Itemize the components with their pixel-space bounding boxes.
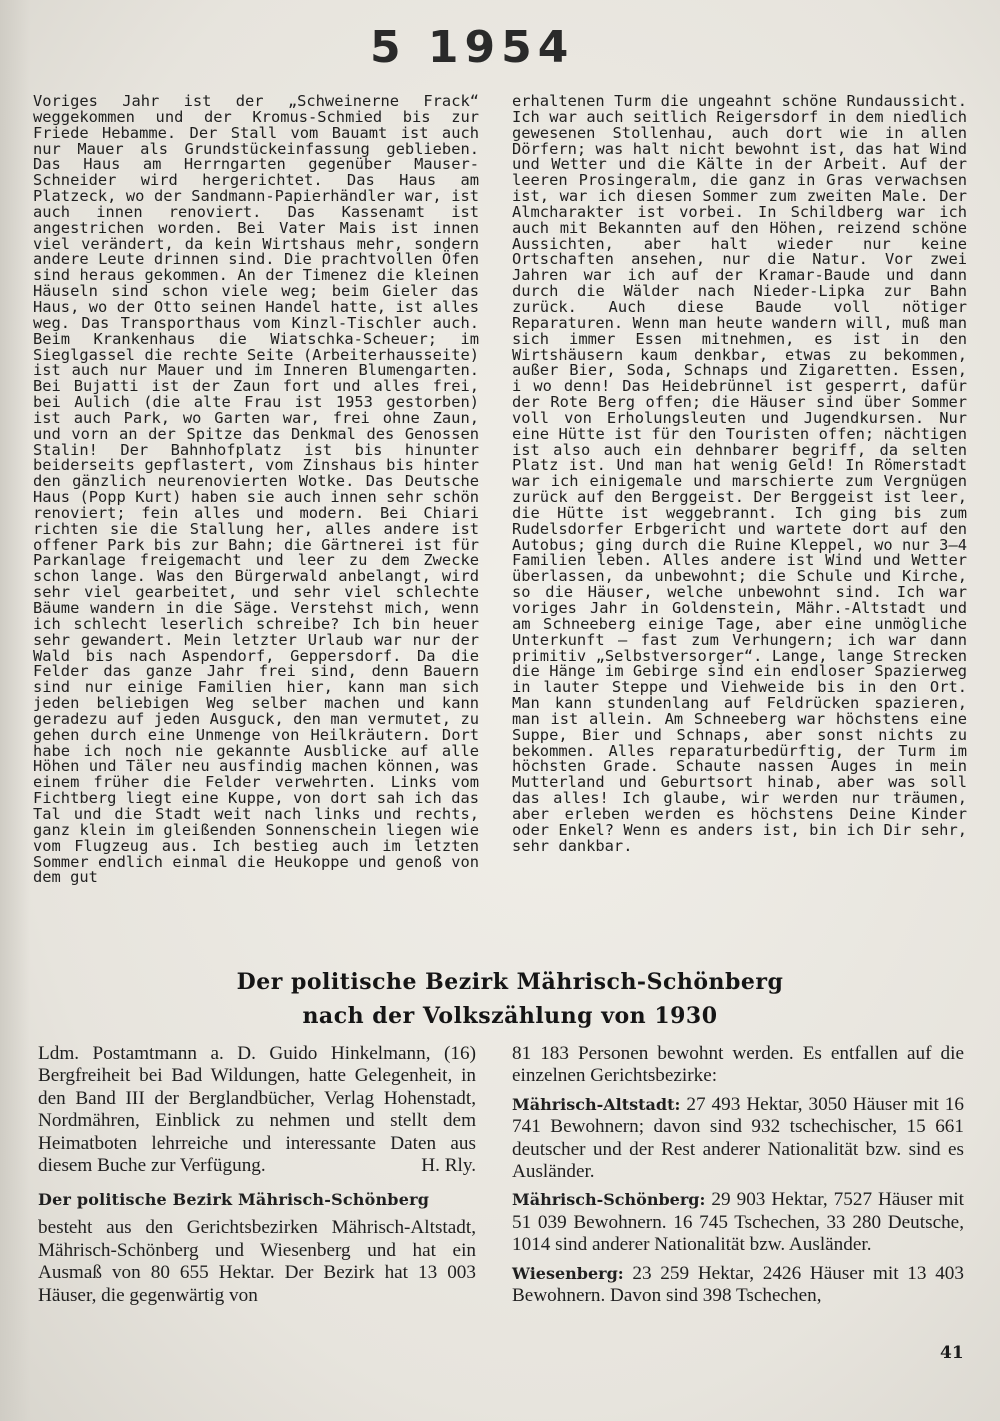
district-name: Mährisch-Schönberg: bbox=[512, 1190, 706, 1210]
district-column-left bbox=[38, 1043, 476, 1307]
district-body-left: besteht aus den Gerichtsbezirken Mährisch-Altstadt, Mährisch-Schönberg und Wiesenberg und hat ein Ausmaß von 80 655 Hektar. Der Bezirk hat 13 003 Häuser, die gegenwärtig von bbox=[38, 1217, 476, 1306]
district-text: 23 259 Hektar, 2426 Häuser mit 13 403 Bewohnern. Davon sind 398 Tschechen, bbox=[512, 1262, 964, 1307]
section-heading bbox=[120, 965, 900, 1033]
district-name: Wiesenberg: bbox=[512, 1263, 624, 1283]
author-signature: H. Rly. bbox=[421, 1155, 476, 1177]
district-body-right: 81 183 Personen bewohnt werden. Es entfallen auf die einzelnen Gerichtsbezirke: bbox=[512, 1043, 964, 1087]
page-number: 41 bbox=[940, 1343, 964, 1363]
section-heading-line-1: Der politische Bezirk Mährisch-Schönberg bbox=[236, 969, 784, 995]
intro-text: Ldm. Postamtmann a. D. Guido Hinkelmann, (16) Bergfreiheit bei Bad Wildungen, hatte Gelegenheit, in den Band III der Berglandbücher, Verlag Hohenstadt, Nordmähren, Einblick zu nehmen und stellt dem Heimatboten lehrreiche und interessante Daten aus diesem Buche zur Verfügung. bbox=[38, 1043, 476, 1177]
letter-text-right: erhaltenen Turm die ungeahnt schöne Rundaussicht. Ich war auch seitlich Reigersdorf in dem niedlich gewesenen Stollenhau, auch dort wie in allen Dörfern; was halt nicht bewohnt ist, das hat Wind und Wetter und die Kälte in der Arbeit. Auf der leeren Prosingeralm, die ganz in Gras verwachsen ist, war ich diesen Sommer zum zweiten Male. Der Almcharakter ist vorbei. In Schildberg war ich auch mit Bekannten auf den Höhen, reizend schöne Aussichten, aber halt wieder nur keine Ortschaften ansehen, nur die Natur. Vor zwei Jahren war ich auf der Kramar-Baude und dann durch die Wälder nach Nieder-Lipka zur Bahn zurück. Auch diese Baude voll nötiger Reparaturen. Wenn man heute wandern will, muß man sich immer Essen mitnehmen, es ist in den Wirtshäusern kaum denkbar, etwas zu bekommen, außer Bier, Soda, Schnaps und Zigaretten. Essen, i wo denn! Das Heidebrünnel ist gesperrt, dafür der Rote Berg offen; die Häuser sind über Sommer voll von Erholungsleuten und Jugendkursen. Nur eine Hütte ist für den Touristen offen; nächtigen ist also auch ein dehnbarer begriff, da selten Platz ist. Und man hat wenig Geld! In Römerstadt war ich einigemale und marschierte zum Vergnügen zurück auf den Berggeist. Der Berggeist ist leer, die Hütte ist weggebrannt. Ich ging bis zum Rudelsdorfer Erbgericht und wartete dort auf den Autobus; ging durch die Ruine Kleppel, wo nur 3—4 Familien leben. Alles andere ist Wind und Wetter überlassen, da unbewohnt; die Schule und Kirche, so die Häuser, welche unbewohnt sind. Ich war voriges Jahr in Goldenstein, Mähr.-Altstadt und am Schneeberg einige Tage, aber eine unmögliche Unterkunft — fast zum Verhungern; ich war dann primitiv „Selbstversorger“. Lange, lange Strecken die Hänge im Gebirge sind ein endloser Spazierweg in lauter Steppe und Viehweide bis in den Ort. Man kann stundenlang auf Feldrücken spazieren, man ist allein. Am Schneeberg war höchstens eine Suppe, Bier und Schnaps, aber sonst nichts zu bekommen. Alles reparaturbedürftig, der Turm im höchsten Grade. Schaute nassen Auges in mein Mutterland und Geburtsort hinab, aber was soll das alles! Ich glaube, wir werden nur träumen, aber erleben werden es höchstens Deine Kinder oder Enkel? Wenn es anders ist, bin ich Dir sehr, sehr dankbar. bbox=[512, 92, 967, 855]
district-text: 29 903 Hektar, 7527 Häuser mit 51 039 Bewohnern. 16 745 Tschechen, 33 280 Deutsche, 1014 sind anderer Nationalität bzw. Ausländer. bbox=[512, 1189, 964, 1256]
letter-column-right bbox=[512, 94, 967, 855]
district-name: Mährisch-Altstadt: bbox=[512, 1094, 681, 1114]
district-entry bbox=[512, 1094, 964, 1184]
district-text: 27 493 Hektar, 3050 Häuser mit 16 741 Bewohnern; davon sind 932 tschechischer, 15 661 deutscher und der Rest anderer Nationalität bzw. sind es Ausländer. bbox=[512, 1093, 964, 1183]
page-spine-shadow bbox=[0, 0, 30, 1421]
district-subheading: Der politische Bezirk Mährisch-Schönberg bbox=[38, 1190, 430, 1210]
section-heading-line-2: nach der Volkszählung von 1930 bbox=[302, 1003, 718, 1029]
intro-paragraph bbox=[38, 1043, 476, 1177]
letter-text-left: Voriges Jahr ist der „Schweinerne Frack“ weggekommen und der Kromus-Schmied bis zur Friede Hebamme. Der Stall vom Bauamt ist auch nur Mauer als Grundstückeinfassung geblieben. Das Haus am Herrngarten gegenüber Mauser-Schneider wird hergerichtet. Das Haus am Platzeck, wo der Sandmann-Papierhändler war, ist auch innen renoviert. Das Kassenamt ist angestrichen worden. Bei Vater Mais ist innen viel verändert, da kein Wirtshaus mehr, sondern andere Leute drinnen sind. Die prachtvollen Öfen sind heraus gekommen. An der Timenez die kleinen Häuseln sind schon viele weg; beim Gieler das Haus, wo der Otto seinen Handel hatte, ist alles weg. Das Transporthaus vom Kinzl-Tischler auch. Beim Krankenhaus die Wiatschka-Scheuer; im Sieglgassel die rechte Seite (Arbeiterhausseite) ist auch nur Mauer und im Inneren Blumengarten. Bei Bujatti ist der Zaun fort und alles frei, bei Aulich (die alte Frau ist 1953 gestorben) ist auch Park, wo Garten war, frei ohne Zaun, und vorn an der Spitze das Denkmal des Genossen Stalin! Der Bahnhofplatz ist bis hinunter beiderseits gepflastert, vom Zinshaus bis hinter den gänzlich neurenovierten Wotke. Das Deutsche Haus (Popp Kurt) haben sie auch innen sehr schön renoviert; fein alles und modern. Bei Chiari richten sie die Stallung her, alles andere ist offener Park bis zur Bahn; die Gärtnerei ist für Parkanlage freigemacht und leer zu dem Zwecke schon lange. Was den Bürgerwald anbelangt, wird sehr viel gearbeitet, und sehr viel schlechte Bäume wandern in die Säge. Verstehst mich, wenn ich schlecht leserlich schreibe? Ich bin heuer sehr gewandert. Mein letzter Urlaub war nur der Wald bis nach Aspendorf, Geppersdorf. Da die Felder das ganze Jahr frei sind, denn Bauern sind nur einige Familien hier, kann man sich jeden beliebigen Weg selber machen und kann geradezu auf jeden Ausguck, den man vermutet, zu gehen durch eine Unmenge von Heilkräutern. Dort habe ich noch nie gekannte Ausblicke auf alle Höhen und Täler neu ausfindig machen können, was einem früher die Felder verwehrten. Links vom Fichtberg liegt eine Kuppe, von dort sah ich das Tal und die Stadt weit nach links und rechts, ganz klein im gleißenden Sonnenschein liegen wie vom Flugzeug aus. Ich bestieg auch im letzten Sommer endlich einmal die Heukoppe und genoß von dem gut bbox=[33, 92, 479, 887]
district-column-right bbox=[512, 1043, 964, 1307]
district-entry bbox=[512, 1189, 964, 1256]
issue-number: 5 1954 bbox=[370, 22, 575, 73]
letter-column-left bbox=[33, 94, 479, 886]
district-entry bbox=[512, 1263, 964, 1308]
